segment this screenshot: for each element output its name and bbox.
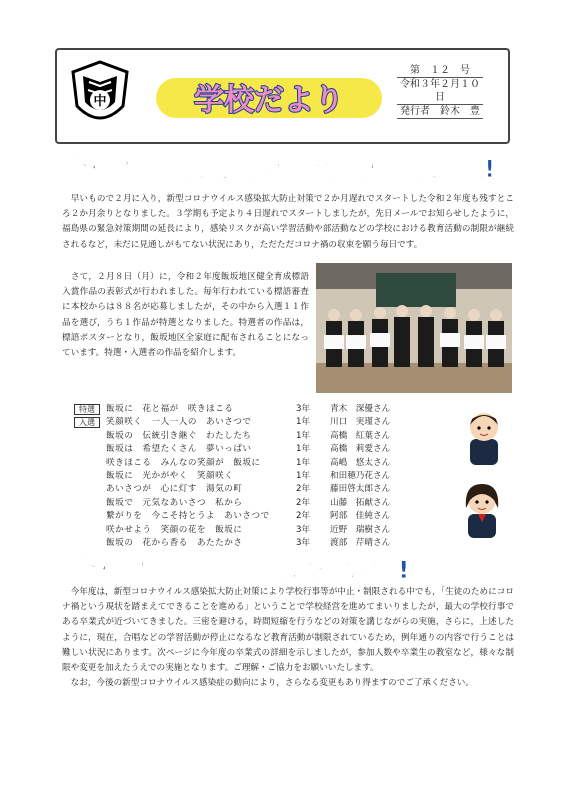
entry-name: 高嶋 悠太さん	[330, 457, 391, 468]
entry-grade: 3年	[296, 524, 311, 535]
entry-grade: 3年	[296, 537, 311, 548]
entry-slogan: 飯坂の 花から香る あたたかさ	[106, 537, 243, 548]
school-emblem-icon	[63, 58, 137, 134]
entry-category: 特選	[68, 403, 106, 416]
entry-name: 高橋 紅葉さん	[330, 430, 391, 441]
section2-paragraph: 今年度は，新型コロナウイルス感染拡大防止対策により学校行事等が中止・制限される中でも，「生徒のためにコロナ禍という現状を踏まえてできることを進める」ということで学校経営を進めてまいりましたが，最大の学校行事である卒業式が近づいてきました。三密を避ける，時間短縮を行うなどの対策を講じながらの実施，さらに，上述したように，現在，合唱などの学習活動が停止になるなど教育活動が制限されているため，例年通りの内容で行うことは難しい状況にあります。次ページに今年度の卒業式の詳細を示しましたが，参加人数や卒業生の教室など，様々な制限や変更を加えたうえでの実施となります。ご理解・ご協力をお願いいたします。 なお，今後の新型コロナウイルス感染症の動向により，さらなる変更もあり得ますのでご了承ください。	[62, 587, 514, 689]
entry-name: 阿部 佳純さん	[330, 511, 391, 522]
award-entry-row	[68, 483, 463, 496]
entry-category	[68, 497, 106, 510]
entry-category	[68, 510, 106, 523]
award-entry-row	[68, 403, 463, 416]
entry-name: 山藤 拓献さん	[330, 497, 391, 508]
entry-name: 和田穂乃花さん	[330, 470, 391, 481]
award-entry-row	[68, 510, 463, 523]
entry-slogan: 飯坂は 希望たくさん 夢いっぱい	[106, 444, 252, 455]
award-entry-row	[68, 497, 463, 510]
issue-info	[397, 64, 483, 119]
entry-grade: 1年	[296, 417, 311, 428]
header-box	[55, 48, 510, 144]
entry-grade: 1年	[296, 444, 311, 455]
award-entry-row	[68, 470, 463, 483]
school-title: 学校だより	[194, 83, 344, 118]
entry-grade: 2年	[296, 497, 311, 508]
entry-slogan: 飯坂で 元気なあいさつ 私から	[106, 497, 243, 508]
school-title-logo	[152, 70, 387, 122]
entry-name: 川口 実瑾さん	[330, 417, 391, 428]
entry-name: 高橋 莉愛さん	[330, 444, 391, 455]
section1-paragraph2: さて，２月８日（月）に，令和２年度飯坂地区健全育成標語入賞作品の表彰式が行われました。毎年行われている標語審査に本校からは８８名が応募しましたが，その中から入選１１作品を選び，うち１作品が特選となりました。特選者の作品は，標語ポスターとなり，飯坂地区全家庭に配布されることになっています。特選・入選者の作品を紹介します。	[62, 272, 309, 359]
entry-slogan: 笑顔咲く 一人一人の あいさつで	[106, 417, 252, 428]
entry-grade: 3年	[296, 404, 311, 414]
section1-title: 令和２年度飯坂地区健全育成標語表彰式!	[65, 155, 495, 183]
entry-category	[68, 483, 106, 496]
entry-slogan: 繋がりを 今こそ持とうよ あいさつで	[106, 511, 270, 522]
award-ceremony-photo	[316, 263, 512, 393]
issue-date: 令和３年２月１０日	[397, 78, 483, 105]
boy-student-illustration	[462, 405, 506, 465]
entry-slogan: 咲きほこる みんなの笑顔が 飯坂に	[106, 457, 261, 468]
entry-name: 渡部 芹晴さん	[330, 537, 391, 548]
entry-slogan: 飯坂に 光かがやく 笑顔咲く	[106, 470, 234, 481]
entry-name: 近野 瑞樹さん	[330, 524, 391, 535]
award-entry-row	[68, 524, 463, 537]
entry-grade: 2年	[296, 484, 311, 495]
entry-category: 入選	[68, 416, 106, 429]
issue-number: 第 １２ 号	[397, 64, 483, 78]
entry-category	[68, 470, 106, 483]
entry-category	[68, 537, 106, 550]
section2-banner	[60, 551, 420, 585]
award-entry-row	[68, 416, 463, 429]
entry-slogan: あいさつが 心に灯す 湯気の町	[106, 484, 243, 495]
entry-name: 青木 深優さん	[330, 404, 391, 414]
section1-banner	[60, 150, 500, 184]
award-entry-row	[68, 457, 463, 470]
entry-slogan: 咲かせよう 笑顔の花を 飯坂に	[106, 524, 243, 535]
publisher: 発行者 鈴木 豊	[397, 105, 483, 119]
section1-paragraph1: 早いもので２月に入り，新型コロナウイルス感染拡大防止対策で２か月遅れでスタートした令和２年度も残すところ２か月余りとなりました。３学期も予定より４日遅れでスタートしましたが，先日メールでお知らせしたように，福島県の緊急対策期間の延長により，感染リスクが高い学習活動や部活動などの学校における教育活動の制限が継続されるなど，未だに見通しがもてない状況にあり，ただただコロナ禍の収束を願う毎日です。	[62, 194, 514, 250]
emblem-text: 中	[93, 94, 107, 109]
section2-title: 令和２年度卒業式について!	[70, 556, 410, 584]
entry-slogan: 飯坂の 伝統引き継ぐ わたしたち	[106, 430, 252, 441]
entry-category	[68, 524, 106, 537]
entry-grade: 1年	[296, 430, 311, 441]
entry-name: 藤田啓太郎さん	[330, 484, 391, 495]
entry-slogan: 飯坂に 花と福が 咲きほこる	[106, 404, 234, 414]
award-entry-row	[68, 443, 463, 456]
award-entries	[68, 403, 463, 550]
entry-grade: 1年	[296, 470, 311, 481]
award-entry-row	[68, 537, 463, 550]
award-entry-row	[68, 430, 463, 443]
entry-grade: 1年	[296, 457, 311, 468]
girl-student-illustration	[458, 478, 506, 538]
entry-category	[68, 457, 106, 470]
entry-grade: 2年	[296, 511, 311, 522]
entry-category	[68, 430, 106, 443]
entry-category	[68, 443, 106, 456]
